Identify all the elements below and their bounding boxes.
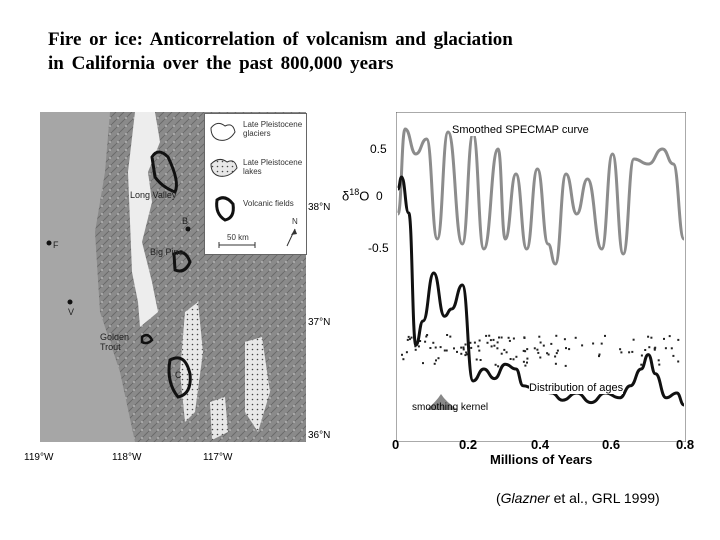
age-dot (648, 346, 650, 348)
age-dot (406, 351, 408, 353)
age-dot (509, 340, 511, 342)
age-dot (487, 342, 489, 344)
age-dot (438, 357, 440, 359)
age-dot (654, 349, 656, 351)
xtick-2: 0.4 (531, 437, 550, 452)
age-dot (640, 364, 642, 366)
age-dot (536, 349, 538, 351)
age-dot (534, 347, 536, 349)
age-dot (453, 347, 455, 349)
age-dot (407, 339, 409, 341)
age-dot (465, 352, 467, 354)
lon-label-118: 118°W (112, 452, 142, 463)
annotation-distribution: Distribution of ages (529, 382, 624, 394)
age-dot (604, 335, 606, 337)
ytick-0: 0.5 (370, 142, 387, 156)
annotation-specmap: Smoothed SPECMAP curve (452, 124, 589, 136)
age-dot (449, 336, 451, 338)
citation-rest: et al., GRL 1999) (549, 490, 660, 506)
map-label-v: V (68, 307, 75, 317)
age-dot (538, 336, 540, 338)
age-dot (550, 343, 552, 345)
age-dot (644, 349, 646, 351)
title-line-2: in California over the past 800,000 years (48, 53, 394, 74)
age-dot (620, 351, 622, 353)
age-dot (546, 352, 548, 354)
age-dot (463, 348, 465, 350)
citation-caption: (Glazner et al., GRL 1999) (496, 490, 660, 506)
age-dot (496, 347, 498, 349)
age-dot (460, 347, 462, 349)
age-dot (460, 353, 462, 355)
age-dot (426, 334, 428, 336)
age-dot (575, 337, 577, 339)
age-dot (592, 343, 594, 345)
age-dot (526, 362, 528, 364)
age-dot (435, 347, 437, 349)
map-legend (204, 113, 307, 255)
lon-label-117: 117°W (203, 452, 233, 463)
age-dot (464, 354, 466, 356)
age-dot (463, 347, 465, 349)
age-dot (539, 357, 541, 359)
age-dot (672, 355, 674, 357)
age-dot (491, 345, 493, 347)
age-dot (631, 351, 633, 353)
age-dot (488, 335, 490, 337)
age-dot (470, 347, 472, 349)
age-dot (564, 338, 566, 340)
lat-label-37: 37°N (308, 317, 331, 328)
age-dot (658, 364, 660, 366)
age-dot (440, 346, 442, 348)
age-dot (474, 342, 476, 344)
age-dot (402, 358, 404, 360)
legend-glaciers: Late Pleistocene glaciers (243, 120, 303, 138)
age-dot (619, 348, 621, 350)
age-dot (476, 359, 478, 361)
age-dot (401, 354, 403, 356)
age-dot (599, 354, 601, 356)
age-dot (540, 342, 542, 344)
chart-panel (396, 112, 686, 442)
age-dot (601, 343, 603, 345)
age-dot (654, 347, 656, 349)
age-dot (424, 341, 426, 343)
age-dot (498, 337, 500, 339)
age-dot (554, 356, 556, 358)
age-dot (565, 347, 567, 349)
age-dot (556, 352, 558, 354)
lon-label-119: 119°W (24, 452, 54, 463)
age-dot (677, 361, 679, 363)
chart-ylabel: $\delta^{18}O$ (342, 187, 370, 204)
title-line-1: Fire or ice: Anticorrelation of volcanism and glaciation (48, 29, 513, 50)
age-dot (456, 351, 458, 353)
age-dot (478, 350, 480, 352)
age-dot (677, 339, 679, 341)
map-label-c: C (175, 370, 182, 380)
legend-scale: 50 km (227, 233, 249, 242)
age-dot (501, 337, 503, 339)
age-dot (641, 355, 643, 357)
age-dot (628, 351, 630, 353)
ytick-2: -0.5 (368, 241, 389, 255)
age-dot (429, 347, 431, 349)
annotation-kernel: smoothing kernel (412, 402, 489, 413)
age-dot (501, 353, 503, 355)
map-label-golden-trout: Golden Trout (100, 332, 130, 352)
map-label-b: B (182, 216, 189, 226)
age-dot (663, 338, 665, 340)
age-dot (669, 335, 671, 337)
age-dot (565, 365, 567, 367)
age-dot (510, 358, 512, 360)
age-dot (495, 364, 497, 366)
age-dot (557, 350, 559, 352)
age-dot (633, 339, 635, 341)
age-dot (415, 349, 417, 351)
age-dot (446, 334, 448, 336)
lat-label-38: 38°N (308, 202, 331, 213)
age-dot (479, 340, 481, 342)
age-dot (465, 344, 467, 346)
age-dot (446, 350, 448, 352)
xtick-0: 0 (392, 437, 400, 452)
slide-title (48, 28, 608, 76)
lat-label-36: 36°N (308, 430, 331, 441)
age-dot (477, 345, 479, 347)
age-dot (409, 338, 411, 340)
age-dot (493, 339, 495, 341)
age-dot (568, 348, 570, 350)
age-dot (408, 336, 410, 338)
age-dot (490, 339, 492, 341)
legend-lakes: Late Pleistocene lakes (243, 158, 303, 176)
age-dot (537, 352, 539, 354)
citation-author: Glazner (500, 490, 550, 506)
age-dot (513, 338, 515, 340)
age-dot (508, 337, 510, 339)
chart-xlabel: Millions of Years (490, 452, 593, 467)
age-dot (515, 356, 517, 358)
age-dot (497, 341, 499, 343)
age-dot (658, 359, 660, 361)
age-dot (480, 359, 482, 361)
legend-volcanic: Volcanic fields (243, 199, 294, 208)
age-dot (665, 347, 667, 349)
xtick-1: 0.2 (459, 437, 478, 452)
age-dot (432, 342, 434, 344)
age-dot (555, 335, 557, 337)
age-dot (581, 344, 583, 346)
age-dot (555, 363, 557, 365)
age-dot (523, 361, 525, 363)
age-dot (422, 362, 424, 364)
age-dot (418, 345, 420, 347)
age-dot (524, 337, 526, 339)
age-dot (434, 363, 436, 365)
age-dot (543, 345, 545, 347)
xtick-3: 0.6 (602, 437, 621, 452)
ytick-1: 0 (376, 189, 383, 203)
age-dot (506, 351, 508, 353)
legend-north: N (292, 217, 298, 226)
age-dot (435, 359, 437, 361)
age-dot (444, 350, 446, 352)
age-dot (650, 337, 652, 339)
age-dot (497, 365, 499, 367)
map-label-f: F (53, 240, 59, 250)
age-dot (523, 350, 525, 352)
age-dot (485, 335, 487, 337)
age-dot (503, 349, 505, 351)
age-dot (526, 358, 528, 360)
xtick-4: 0.8 (676, 437, 695, 452)
age-dot (513, 358, 515, 360)
age-dot (524, 365, 526, 367)
age-dot (493, 345, 495, 347)
map-label-big-pine: Big Pine (150, 247, 184, 257)
age-dot (671, 347, 673, 349)
map-label-long-valley: Long Valley (130, 190, 177, 200)
age-dot (647, 336, 649, 338)
age-dot (526, 348, 528, 350)
